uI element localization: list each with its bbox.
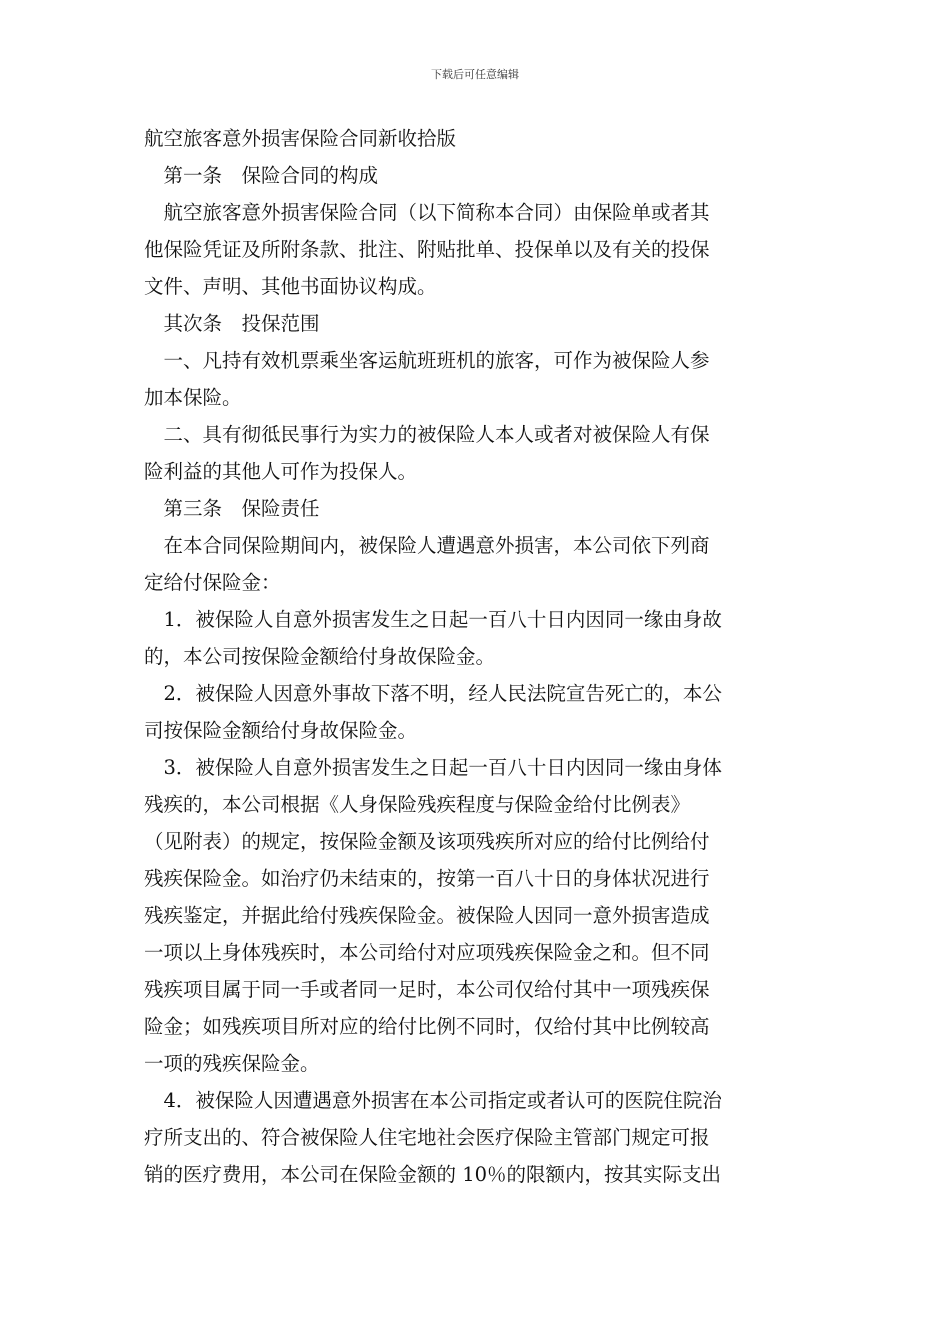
paragraph-line: 残疾保险金。如治疗仍未结束的，按第一百八十日的身体状况进行 <box>144 867 710 890</box>
paragraph-line: 险金；如残疾项目所对应的给付比例不同时，仅给付其中比例较高 <box>144 1015 710 1038</box>
paragraph-line: 险利益的其他人可作为投保人。 <box>144 460 418 483</box>
paragraph-line: 一、凡持有效机票乘坐客运航班班机的旅客，可作为被保险人参 <box>144 349 710 372</box>
article-heading: 第一条 保险合同的构成 <box>144 164 379 187</box>
paragraph-line: 二、具有彻彽民事行为实力的被保险人本人或者对被保险人有保 <box>144 423 710 446</box>
document-body <box>144 120 808 1193</box>
paragraph-line: 4．被保险人因遭遇意外损害在本公司指定或者认可的医院住院治 <box>144 1089 722 1112</box>
paragraph-line: 在本合同保险期间内，被保险人遭遇意外损害，本公司依下列商 <box>144 534 710 557</box>
paragraph-line: 3．被保险人自意外损害发生之日起一百八十日内因同一缘由身体 <box>144 756 722 779</box>
paragraph-line: 加本保险。 <box>144 386 242 409</box>
paragraph-line: 定给付保险金： <box>144 571 281 594</box>
page-header-note: 下载后可任意编辑 <box>431 68 519 81</box>
paragraph-line: 2．被保险人因意外事故下落不明，经人民法院宣告死亡的，本公 <box>144 682 722 705</box>
paragraph-line: 残疾的，本公司根据《人身保险残疾程度与保险金给付比例表》 <box>144 793 691 816</box>
paragraph-line: （见附表）的规定，按保险金额及该项残疾所对应的给付比例给付 <box>144 830 710 853</box>
paragraph-line: 1．被保险人自意外损害发生之日起一百八十日内因同一缘由身故 <box>144 608 722 631</box>
document-title: 航空旅客意外损害保险合同新收拾版 <box>144 127 457 150</box>
paragraph-line: 司按保险金额给付身故保险金。 <box>144 719 418 742</box>
paragraph-line: 残疾项目属于同一手或者同一足时，本公司仅给付其中一项残疾保 <box>144 978 710 1001</box>
paragraph-line: 航空旅客意外损害保险合同（以下简称本合同）由保险单或者其 <box>144 201 710 224</box>
paragraph-line: 的，本公司按保险金额给付身故保险金。 <box>144 645 496 668</box>
paragraph-line: 文件、声明、其他书面协议构成。 <box>144 275 437 298</box>
article-heading: 其次条 投保范围 <box>144 312 320 335</box>
paragraph-line: 销的医疗费用，本公司在保险金额的 10％的限额内，按其实际支出 <box>144 1163 722 1186</box>
paragraph-line: 疗所支出的、符合被保险人住宅地社会医疗保险主管部门规定可报 <box>144 1126 710 1149</box>
paragraph-line: 一项的残疾保险金。 <box>144 1052 320 1075</box>
paragraph-line: 残疾鉴定，并据此给付残疾保险金。被保险人因同一意外损害造成 <box>144 904 710 927</box>
paragraph-line: 他保险凭证及所附条款、批注、附贴批单、投保单以及有关的投保 <box>144 238 710 261</box>
article-heading: 第三条 保险责任 <box>144 497 320 520</box>
paragraph-line: 一项以上身体残疾时，本公司给付对应项残疾保险金之和。但不同 <box>144 941 710 964</box>
